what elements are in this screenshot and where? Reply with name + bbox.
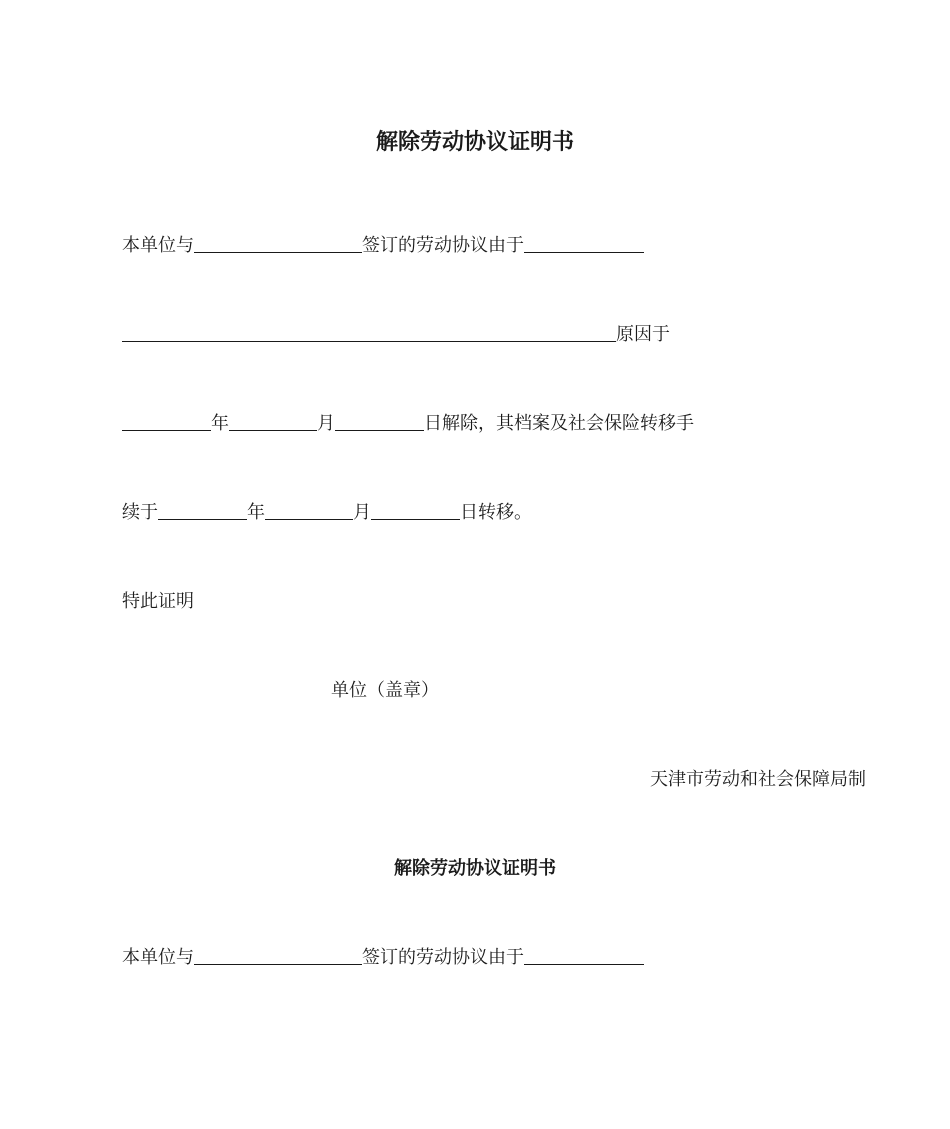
text-segment: 年 bbox=[211, 413, 229, 434]
text-segment: 本单位与 bbox=[122, 235, 194, 256]
blank-employee-name[interactable] bbox=[194, 946, 362, 965]
issuer-label: 天津市劳动和社会保障局制 bbox=[650, 769, 866, 790]
blank-reason-start[interactable] bbox=[524, 946, 644, 965]
document-title: 解除劳动协议证明书 bbox=[375, 130, 574, 155]
text-segment: 年 bbox=[247, 502, 265, 523]
repeat-paragraph-line-1 bbox=[122, 946, 644, 970]
text-segment: 月 bbox=[353, 502, 371, 523]
text-segment: 签订的劳动协议由于 bbox=[362, 235, 524, 256]
blank-termination-year[interactable] bbox=[122, 412, 211, 431]
paragraph-line-2 bbox=[122, 323, 670, 347]
repeat-title: 解除劳动协议证明书 bbox=[394, 858, 556, 879]
text-segment: 本单位与 bbox=[122, 947, 194, 968]
text-segment: 原因于 bbox=[616, 324, 670, 345]
blank-transfer-month[interactable] bbox=[265, 501, 353, 520]
blank-employee-name[interactable] bbox=[194, 234, 362, 253]
text-segment: 续于 bbox=[122, 502, 158, 523]
paragraph-line-1 bbox=[122, 234, 644, 258]
paragraph-line-4 bbox=[122, 501, 532, 525]
text-segment: 日解除，其档案及社会保险转移手 bbox=[424, 413, 694, 434]
text-segment: 日转移。 bbox=[460, 502, 532, 523]
blank-transfer-year[interactable] bbox=[158, 501, 247, 520]
paragraph-line-3 bbox=[122, 412, 694, 436]
text-segment: 月 bbox=[317, 413, 335, 434]
closing-text: 特此证明 bbox=[122, 591, 194, 612]
signature-label: 单位（盖章） bbox=[331, 680, 439, 701]
blank-reason-start[interactable] bbox=[524, 234, 644, 253]
blank-termination-month[interactable] bbox=[229, 412, 317, 431]
blank-transfer-day[interactable] bbox=[371, 501, 460, 520]
blank-reason[interactable] bbox=[122, 323, 616, 342]
text-segment: 签订的劳动协议由于 bbox=[362, 947, 524, 968]
blank-termination-day[interactable] bbox=[335, 412, 424, 431]
